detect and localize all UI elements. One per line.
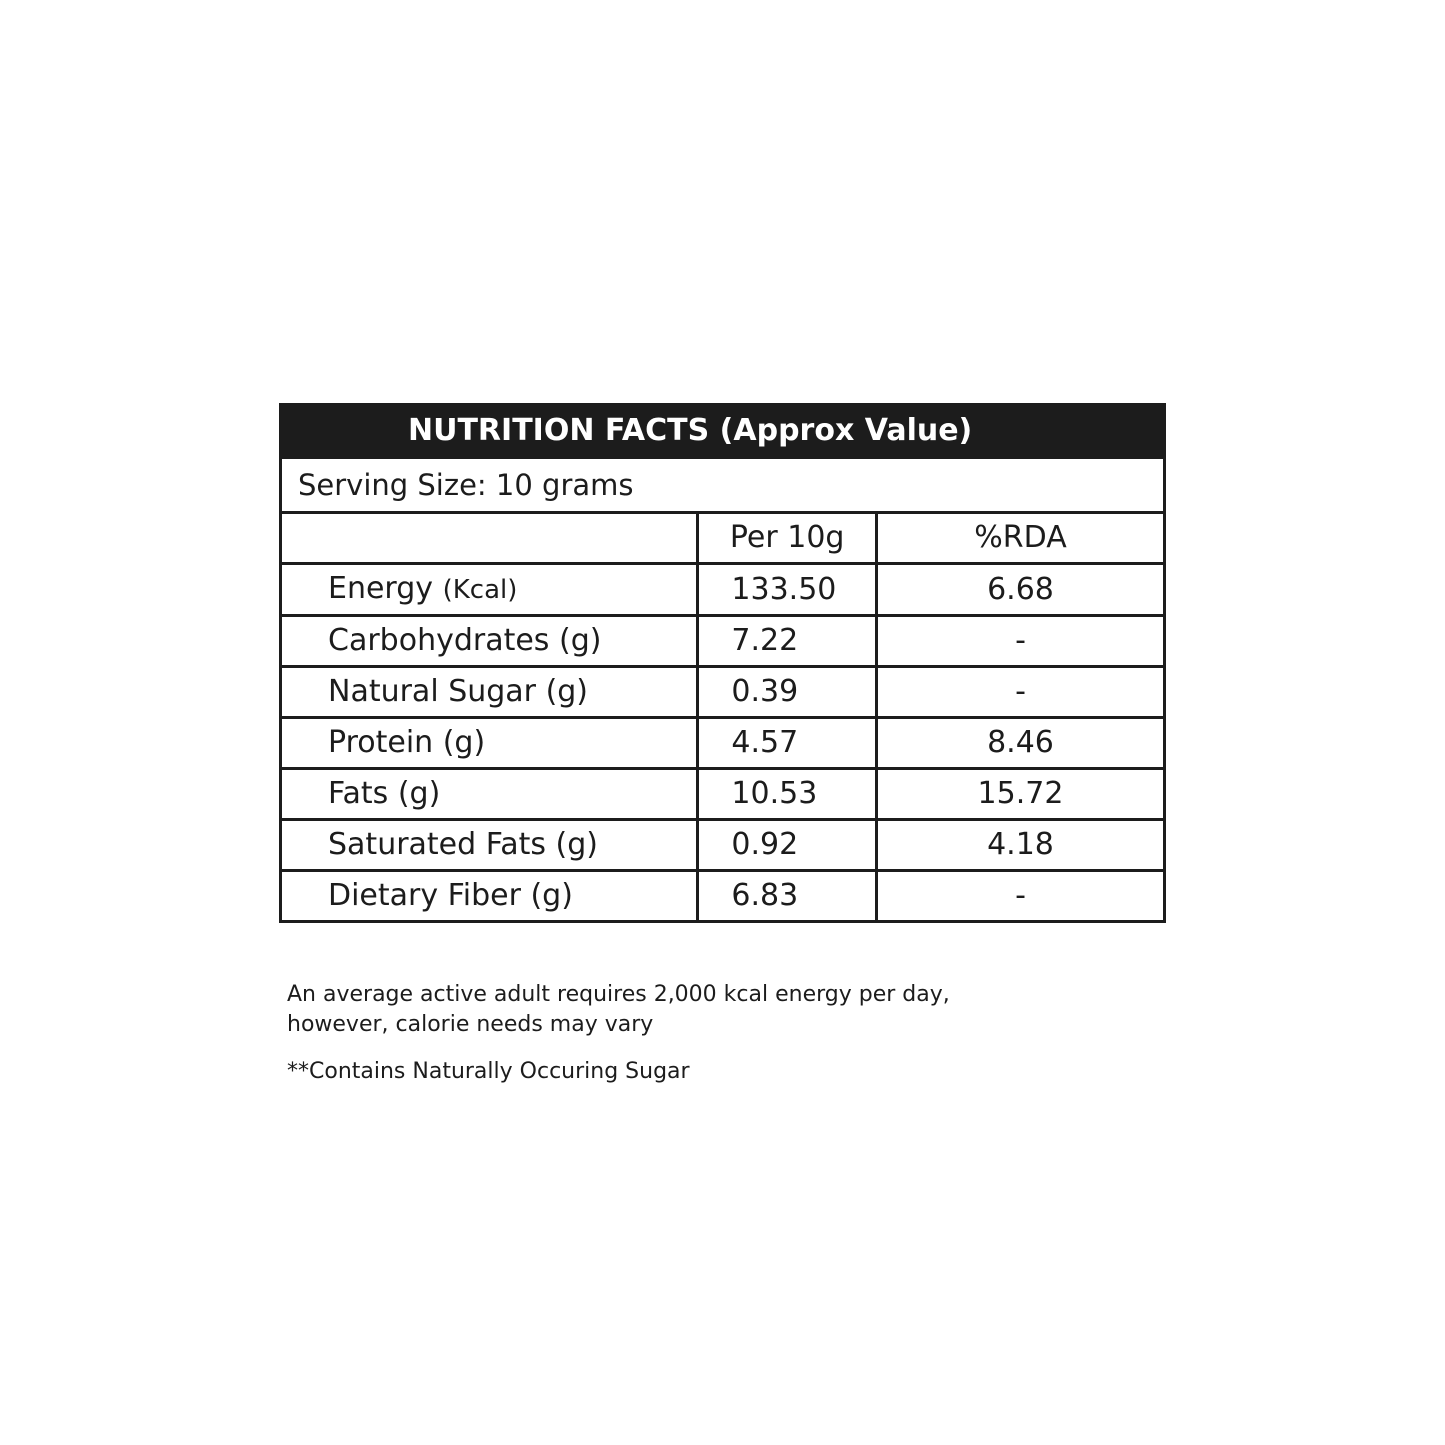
nutrient-name	[281, 564, 698, 616]
per-value: 4.57	[698, 718, 877, 769]
nutrient-name	[281, 769, 698, 820]
nutrient-name	[281, 616, 698, 667]
table-row	[281, 667, 1165, 718]
nutrient-unit: (g)	[559, 623, 602, 658]
per-value: 6.83	[698, 871, 877, 922]
nutrient-label: Energy	[328, 571, 434, 606]
serving-row	[281, 458, 1165, 513]
serving-size: Serving Size: 10 grams	[281, 458, 1165, 513]
per-value: 133.50	[698, 564, 877, 616]
rda-value: -	[877, 616, 1165, 667]
per-value: 10.53	[698, 769, 877, 820]
energy-note-line-2: however, calorie needs may vary	[287, 1012, 654, 1037]
nutrient-unit: (g)	[555, 827, 598, 862]
nutrient-name	[281, 820, 698, 871]
nutrient-name	[281, 871, 698, 922]
header-row	[281, 513, 1165, 564]
nutrient-unit: (g)	[442, 725, 486, 760]
nutrient-name	[281, 667, 698, 718]
nutrient-label: Saturated Fats	[328, 827, 546, 862]
table-row	[281, 616, 1165, 667]
header-nutrient	[281, 513, 698, 564]
rda-value: 6.68	[877, 564, 1165, 616]
table-row	[281, 564, 1165, 616]
energy-note	[287, 980, 1047, 1040]
title-row	[281, 405, 1165, 458]
nutrient-label: Dietary Fiber	[328, 878, 521, 913]
rda-value: 8.46	[877, 718, 1165, 769]
nutrient-name	[281, 718, 698, 769]
nutrient-unit: (Kcal)	[442, 575, 518, 605]
rda-value: -	[877, 667, 1165, 718]
nutrient-label: Natural Sugar	[328, 674, 537, 709]
table-row	[281, 718, 1165, 769]
table-row	[281, 769, 1165, 820]
rda-value: 4.18	[877, 820, 1165, 871]
header-rda: %RDA	[877, 513, 1165, 564]
nutrient-unit: (g)	[397, 776, 441, 811]
rda-value: 15.72	[877, 769, 1165, 820]
table-title: NUTRITION FACTS (Approx Value)	[281, 405, 1165, 458]
per-value: 0.92	[698, 820, 877, 871]
energy-note-line-1: An average active adult requires 2,000 kcal energy per day,	[287, 982, 950, 1007]
per-value: 7.22	[698, 616, 877, 667]
table-row	[281, 820, 1165, 871]
nutrient-label: Fats	[328, 776, 389, 811]
header-per-10g: Per 10g	[698, 513, 877, 564]
rda-value: -	[877, 871, 1165, 922]
nutrient-unit: (g)	[530, 878, 573, 913]
sugar-note: **Contains Naturally Occuring Sugar	[287, 1059, 690, 1084]
nutrient-label: Protein	[328, 725, 434, 760]
per-value: 0.39	[698, 667, 877, 718]
table-row	[281, 871, 1165, 922]
nutrition-facts-table	[279, 403, 1166, 923]
nutrient-label: Carbohydrates	[328, 623, 550, 658]
nutrient-unit: (g)	[545, 674, 589, 709]
